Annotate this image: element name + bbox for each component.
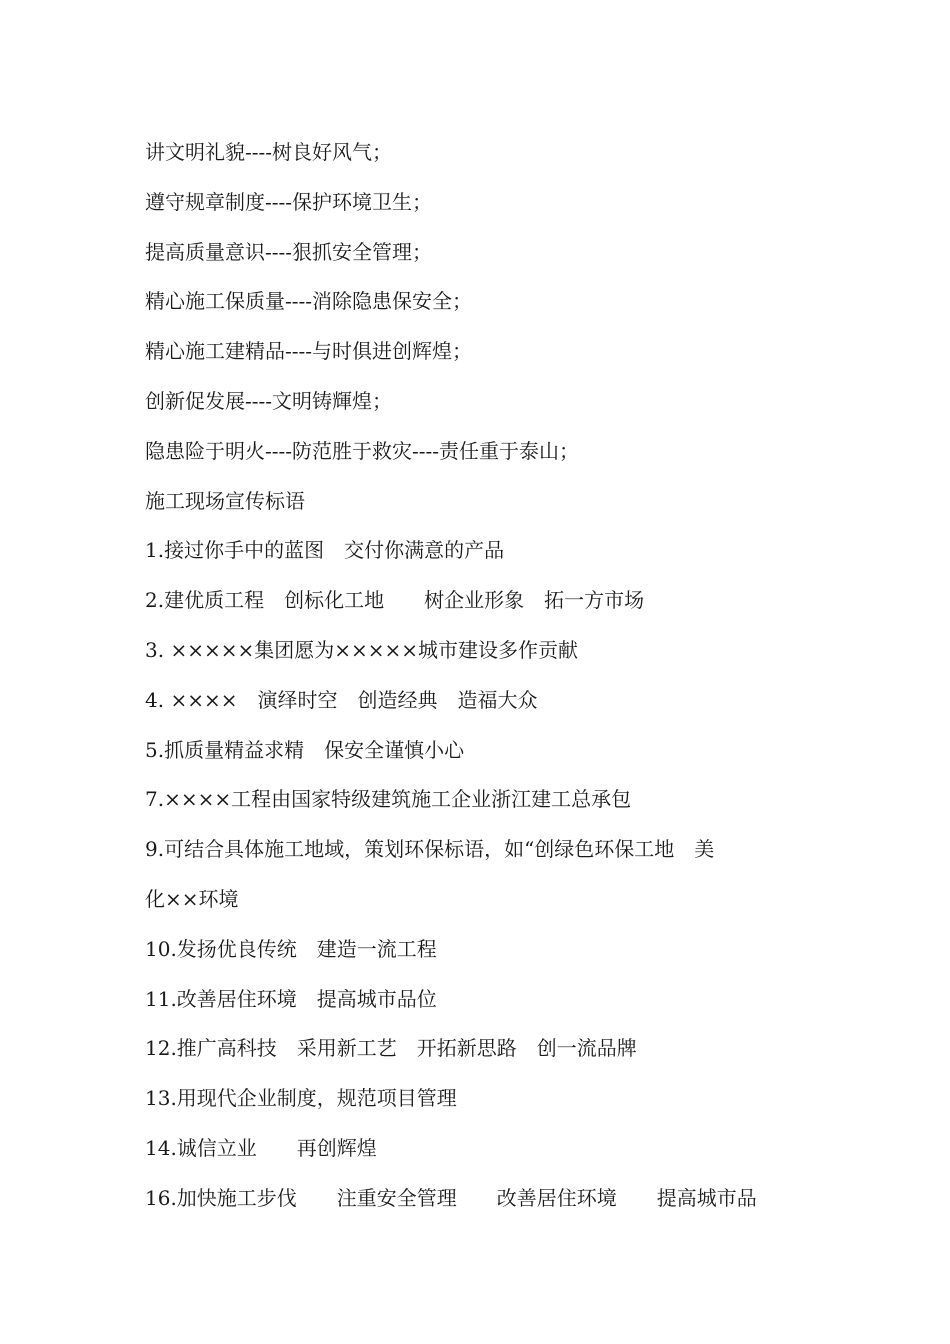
text-line: 隐患险于明火----防范胜于救灾----责任重于泰山； [145, 438, 580, 463]
text-line: 提高质量意识----狠抓安全管理； [145, 239, 433, 264]
slogan-item: 10.发扬优良传统 建造一流工程 [145, 936, 437, 961]
section-heading: 施工现场宣传标语 [145, 488, 305, 513]
slogan-item-continuation: 化××环境 [145, 886, 239, 911]
slogan-item: 16.加快施工步伐 注重安全管理 改善居住环境 提高城市品 [145, 1185, 757, 1210]
slogan-item: 13.用现代企业制度，规范项目管理 [145, 1086, 457, 1111]
slogan-item: 2.建优质工程 创标化工地 树企业形象 拓一方市场 [145, 588, 645, 613]
document-body [145, 133, 825, 1229]
slogan-item: 3. ×××××集团愿为×××××城市建设多作贡献 [145, 637, 579, 662]
slogan-item: 11.改善居住环境 提高城市品位 [145, 986, 437, 1011]
slogan-item: 1.接过你手中的蓝图 交付你满意的产品 [145, 538, 505, 563]
slogan-item: 14.诚信立业 再创辉煌 [145, 1135, 377, 1160]
slogan-item: 7.××××工程由国家特级建筑施工企业浙江建工总承包 [145, 787, 632, 812]
text-line: 精心施工建精品----与时俱进创辉煌； [145, 339, 473, 364]
text-line: 遵守规章制度----保护环境卫生； [145, 189, 433, 214]
slogan-item: 9.可结合具体施工地域，策划环保标语，如“创绿色环保工地 美 [145, 837, 715, 862]
slogan-item: 12.推广高科技 采用新工艺 开拓新思路 创一流品牌 [145, 1036, 637, 1061]
slogan-item: 5.抓质量精益求精 保安全谨慎小心 [145, 737, 465, 762]
text-line: 创新促发展----文明铸輝煌； [145, 388, 393, 413]
slogan-item: 4. ×××× 演绎时空 创造经典 造福大众 [145, 687, 538, 712]
text-line: 讲文明礼貌----树良好风气； [145, 140, 393, 164]
text-line: 精心施工保质量----消除隐患保安全； [145, 289, 473, 314]
